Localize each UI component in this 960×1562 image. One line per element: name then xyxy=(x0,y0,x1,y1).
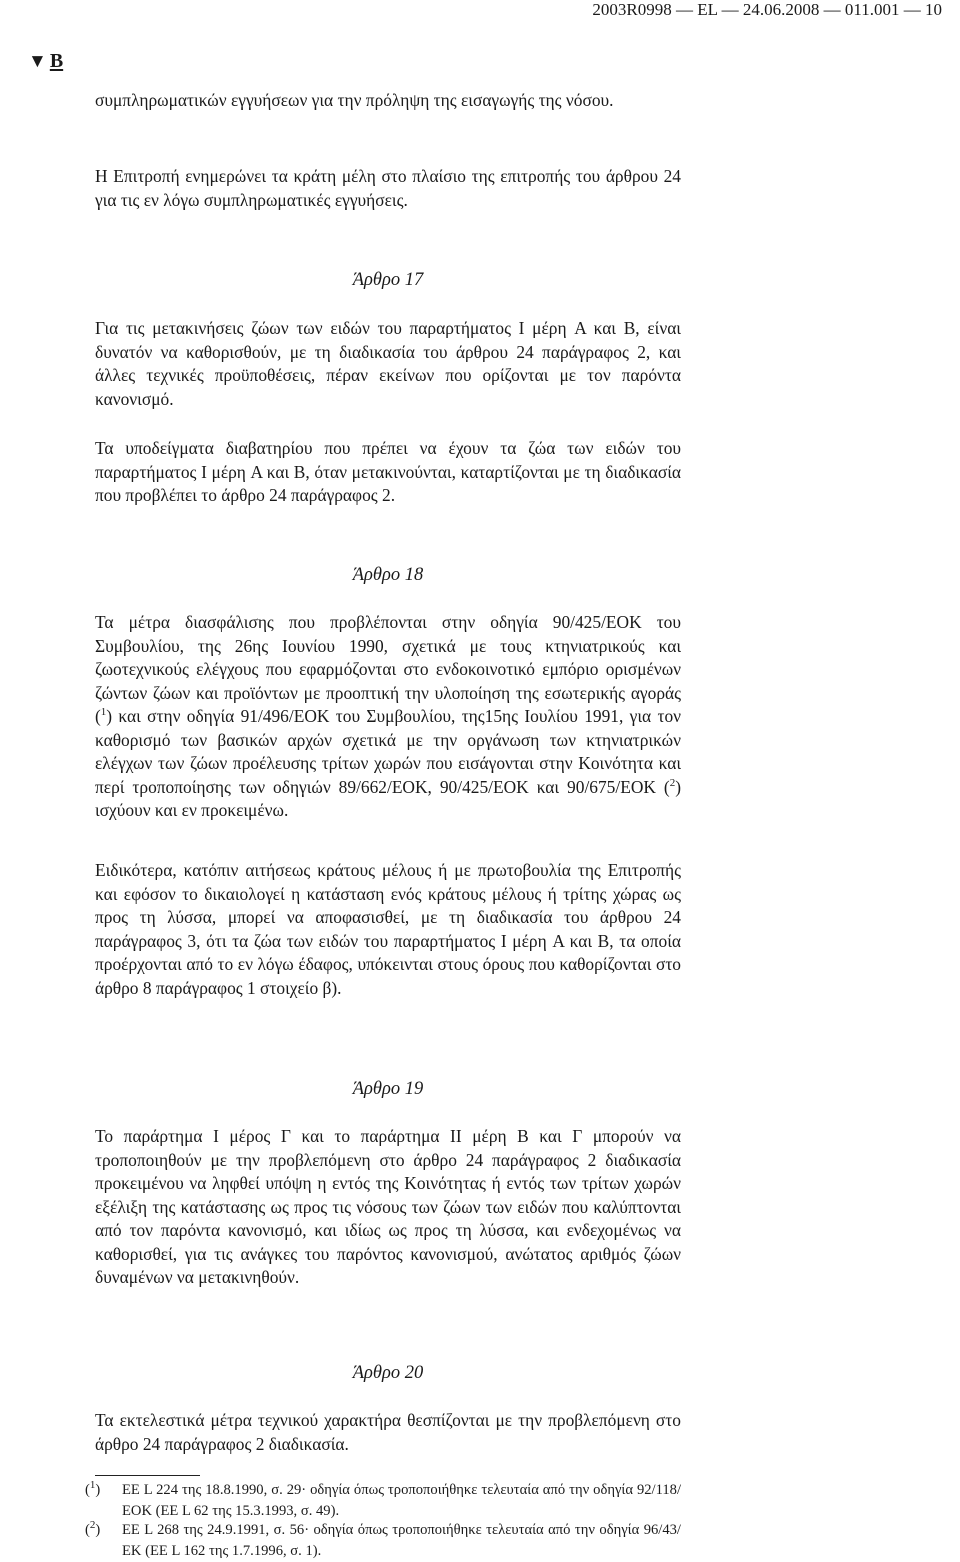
article-18-text-c: ) ισχύουν και εν προκειμένω. xyxy=(95,776,681,820)
amendment-marker xyxy=(28,50,63,73)
article-17-paragraph-2: Τα υποδείγματα διαβατηρίου που πρέπει να έχουν τα ζώα των ειδών του παραρτήματος I μέρη A και B, όταν μετακινούνται, καταρτίζονται με τη διαδικασία που προβλέπει το άρθρο 24 παράγραφος 2. xyxy=(95,438,681,505)
article-20-title: Άρθρο 20 xyxy=(352,1363,424,1383)
article-18-title: Άρθρο 18 xyxy=(352,565,424,585)
intro-paragraph-2: Η Επιτροπή ενημερώνει τα κράτη μέλη στο πλαίσιο της επιτροπής του άρθρου 24 για τις εν λόγω συμπληρωματικές εγγυήσεις. xyxy=(95,166,681,210)
triangle-down-icon: ▼ xyxy=(28,51,47,72)
footnote-1 xyxy=(85,1480,681,1522)
footnote-ref-2[interactable]: 2 xyxy=(669,776,676,789)
article-17-title: Άρθρο 17 xyxy=(352,270,424,290)
footnote-ref-1[interactable]: 1 xyxy=(100,706,107,719)
article-17-paragraph-1: Για τις μετακινήσεις ζώων των ειδών του παραρτήματος I μέρη A και B, είναι δυνατόν να καθορισθούν, με τη διαδικασία του άρθρου 24 παράγραφος 2, και άλλες τεχνικές προϋποθέσεις, πέραν εκείνων που ορίζονται με τον παρόντα κανονισμό. xyxy=(95,318,681,409)
footnote-divider xyxy=(95,1475,200,1476)
article-20-paragraph-1: Τα εκτελεστικά μέτρα τεχνικού χαρακτήρα θεσπίζονται με την προβλεπόμενη στο άρθρο 24 παράγραφος 2 διαδικασία. xyxy=(95,1410,681,1454)
article-19-paragraph-1: Το παράρτημα I μέρος Γ και το παράρτημα II μέρη B και Γ μπορούν να τροποποιηθούν με την προβλεπόμενη στο άρθρο 24 παράγραφος 2 διαδικασία προκειμένου να ληφθεί υπόψη η εντός της Κοινότητας ή εντός των τρίτων χωρών εξέλιξη της κατάστασης ως προς τις νόσους των ζώων των ειδών που καλύπτονται από τον παρόντα κανονισμό, και ιδίως ως προς τη λύσσα, και ενδεχομένως να καθορισθεί, για τις ανάγκες του παρόντος κανονισμού, ανώτατος αριθμός ζώων δυναμένων να μετακινηθούν. xyxy=(95,1126,681,1287)
page-header: 2003R0998 — EL — 24.06.2008 — 011.001 — 10 xyxy=(592,0,942,19)
footnote-1-text: ΕΕ L 224 της 18.8.1990, σ. 29· οδηγία όπως τροποποιήθηκε τελευταία από την οδηγία 92/118/ΕΟΚ (ΕΕ L 62 της 15.3.1993, σ. 49). xyxy=(122,1482,681,1519)
article-18-paragraph-2: Ειδικότερα, κατόπιν αιτήσεως κράτους μέλους ή με πρωτοβουλία της Επιτροπής και εφόσον το δικαιολογεί η κατάσταση ενός κράτους μέλους ή τρίτης χώρας ως προς τη λύσσα, μπορεί να αποφασισθεί, με τη διαδικασία του άρθρου 24 παράγραφος 3, ότι τα ζώα των ειδών του παραρτήματος I μέρη A και B, τα οποία προέρχονται από το εν λόγω έδαφος, υπόκεινται στους όρους που καθορίζονται στο άρθρο 8 παράγραφος 1 στοιχείο β). xyxy=(95,860,681,998)
footnote-2-mark: ($^2$) xyxy=(85,1519,101,1538)
amendment-letter: B xyxy=(49,50,64,72)
intro-paragraph-1: συμπληρωματικών εγγυήσεων για την πρόληψη της εισαγωγής της νόσου. xyxy=(95,90,614,110)
footnote-2-text: ΕΕ L 268 της 24.9.1991, σ. 56· οδηγία όπως τροποποιήθηκε τελευταία από την οδηγία 96/43/ΕΚ (ΕΕ L 162 της 1.7.1996, σ. 1). xyxy=(122,1522,681,1559)
footnote-1-mark: ($^1$) xyxy=(85,1479,101,1498)
article-19-title: Άρθρο 19 xyxy=(352,1079,424,1099)
article-18-paragraph-1 xyxy=(95,611,681,823)
article-18-text-b: ) και στην οδηγία 91/496/ΕΟΚ του Συμβουλίου, της15ης Ιουλίου 1991, για τον καθορισμό των βασικών αρχών σχετικά με την οργάνωση των κτηνιατρικών ελέγχων των ζώων προέλευσης τρίτων χωρών που εισάγονται στην Κοινότητα και περί τροποποίησης των οδηγιών 89/662/ΕΟΚ, 90/425/ΕΟΚ και 90/675/ΕΟΚ ( xyxy=(95,706,681,797)
article-18-text-a: Τα μέτρα διασφάλισης που προβλέπονται στην οδηγία 90/425/ΕΟΚ του Συμβουλίου, της 26ης Ιουνίου 1990, σχετικά με τους κτηνιατρικούς και ζωοτεχνικούς ελέγχους που εφαρμόζονται στο ενδοκοινοτικό εμπόριο ορισμένων ζώντων ζώων και προϊόντων με προοπτική την υλοποίηση της εσωτερικής αγοράς ( xyxy=(95,612,681,726)
footnote-2 xyxy=(85,1520,681,1562)
